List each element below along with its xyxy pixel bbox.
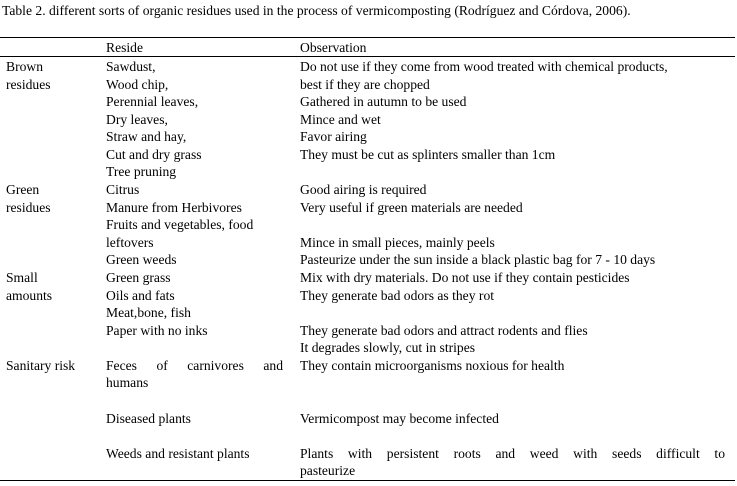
reside-cell: leftovers bbox=[106, 235, 154, 250]
reside-cell: Citrus bbox=[106, 182, 140, 197]
reside-cell: Diseased plants bbox=[106, 411, 191, 426]
reside-cell: Perennial leaves, bbox=[106, 94, 199, 109]
reside-cell: Tree pruning bbox=[106, 164, 177, 179]
observation-cell: Mix with dry materials. Do not use if they contain pesticides bbox=[300, 270, 630, 285]
observation-cell: It degrades slowly, cut in stripes bbox=[300, 340, 476, 355]
observation-cell: Mince and wet bbox=[300, 112, 381, 127]
reside-cell: Straw and hay, bbox=[106, 129, 187, 144]
group-label-sanitary-risk: Sanitary risk bbox=[6, 358, 76, 373]
reside-cell: Wood chip, bbox=[106, 77, 169, 92]
observation-cell: Plants with persistent roots and weed with seeds difficult to bbox=[300, 446, 725, 461]
reside-cell: Fruits and vegetables, food bbox=[106, 217, 254, 232]
observation-cell: Very useful if green materials are needed bbox=[300, 200, 523, 215]
reside-cell: Meat,bone, fish bbox=[106, 305, 191, 320]
reside-cell: Manure from Herbivores bbox=[106, 200, 242, 215]
group-label-green-line2: residues bbox=[6, 200, 51, 215]
observation-cell: Favor airing bbox=[300, 129, 367, 144]
header-divider-rule bbox=[0, 56, 735, 57]
reside-cell: Dry leaves, bbox=[106, 112, 168, 127]
group-label-small: Small bbox=[6, 270, 38, 285]
reside-cell: Green weeds bbox=[106, 252, 177, 267]
reside-cell: Sawdust, bbox=[106, 59, 156, 74]
reside-cell: Weeds and resistant plants bbox=[106, 446, 250, 461]
group-label-green: Green bbox=[6, 182, 40, 197]
observation-cell: They generate bad odors as they rot bbox=[300, 288, 495, 303]
observation-cell: Pasteurize under the sun inside a black plastic bag for 7 - 10 days bbox=[300, 252, 656, 267]
table-caption: Table 2. different sorts of organic residues used in the process of vermicomposting (Rodríguez and Córdova, 2006). bbox=[2, 3, 631, 18]
table-top-rule bbox=[0, 37, 735, 38]
reside-cell: Cut and dry grass bbox=[106, 147, 202, 162]
observation-cell: They contain microorganisms noxious for health bbox=[300, 358, 565, 373]
observation-cell: Vermicompost may become infected bbox=[300, 411, 499, 426]
observation-cell: Do not use if they come from wood treated with chemical products, bbox=[300, 59, 668, 74]
group-label-brown-line2: residues bbox=[6, 77, 51, 92]
observation-cell: best if they are chopped bbox=[300, 77, 430, 92]
group-label-brown: Brown bbox=[6, 59, 44, 74]
observation-cell-continuation: pasteurize bbox=[300, 463, 356, 478]
column-header-observation: Observation bbox=[300, 40, 367, 55]
reside-cell: Green grass bbox=[106, 270, 171, 285]
table-bottom-rule bbox=[0, 480, 735, 481]
column-header-reside: Reside bbox=[106, 40, 143, 55]
group-label-small-line2: amounts bbox=[6, 288, 53, 303]
observation-cell: Gathered in autumn to be used bbox=[300, 94, 467, 109]
reside-cell: Paper with no inks bbox=[106, 323, 208, 338]
observation-cell: They generate bad odors and attract rodents and flies bbox=[300, 323, 588, 338]
observation-cell: Good airing is required bbox=[300, 182, 427, 197]
reside-cell: Oils and fats bbox=[106, 288, 175, 303]
reside-cell-continuation: humans bbox=[106, 375, 149, 390]
reside-cell: Feces of carnivores and bbox=[106, 358, 283, 373]
observation-cell: They must be cut as splinters smaller than 1cm bbox=[300, 147, 556, 162]
observation-cell: Mince in small pieces, mainly peels bbox=[300, 235, 495, 250]
